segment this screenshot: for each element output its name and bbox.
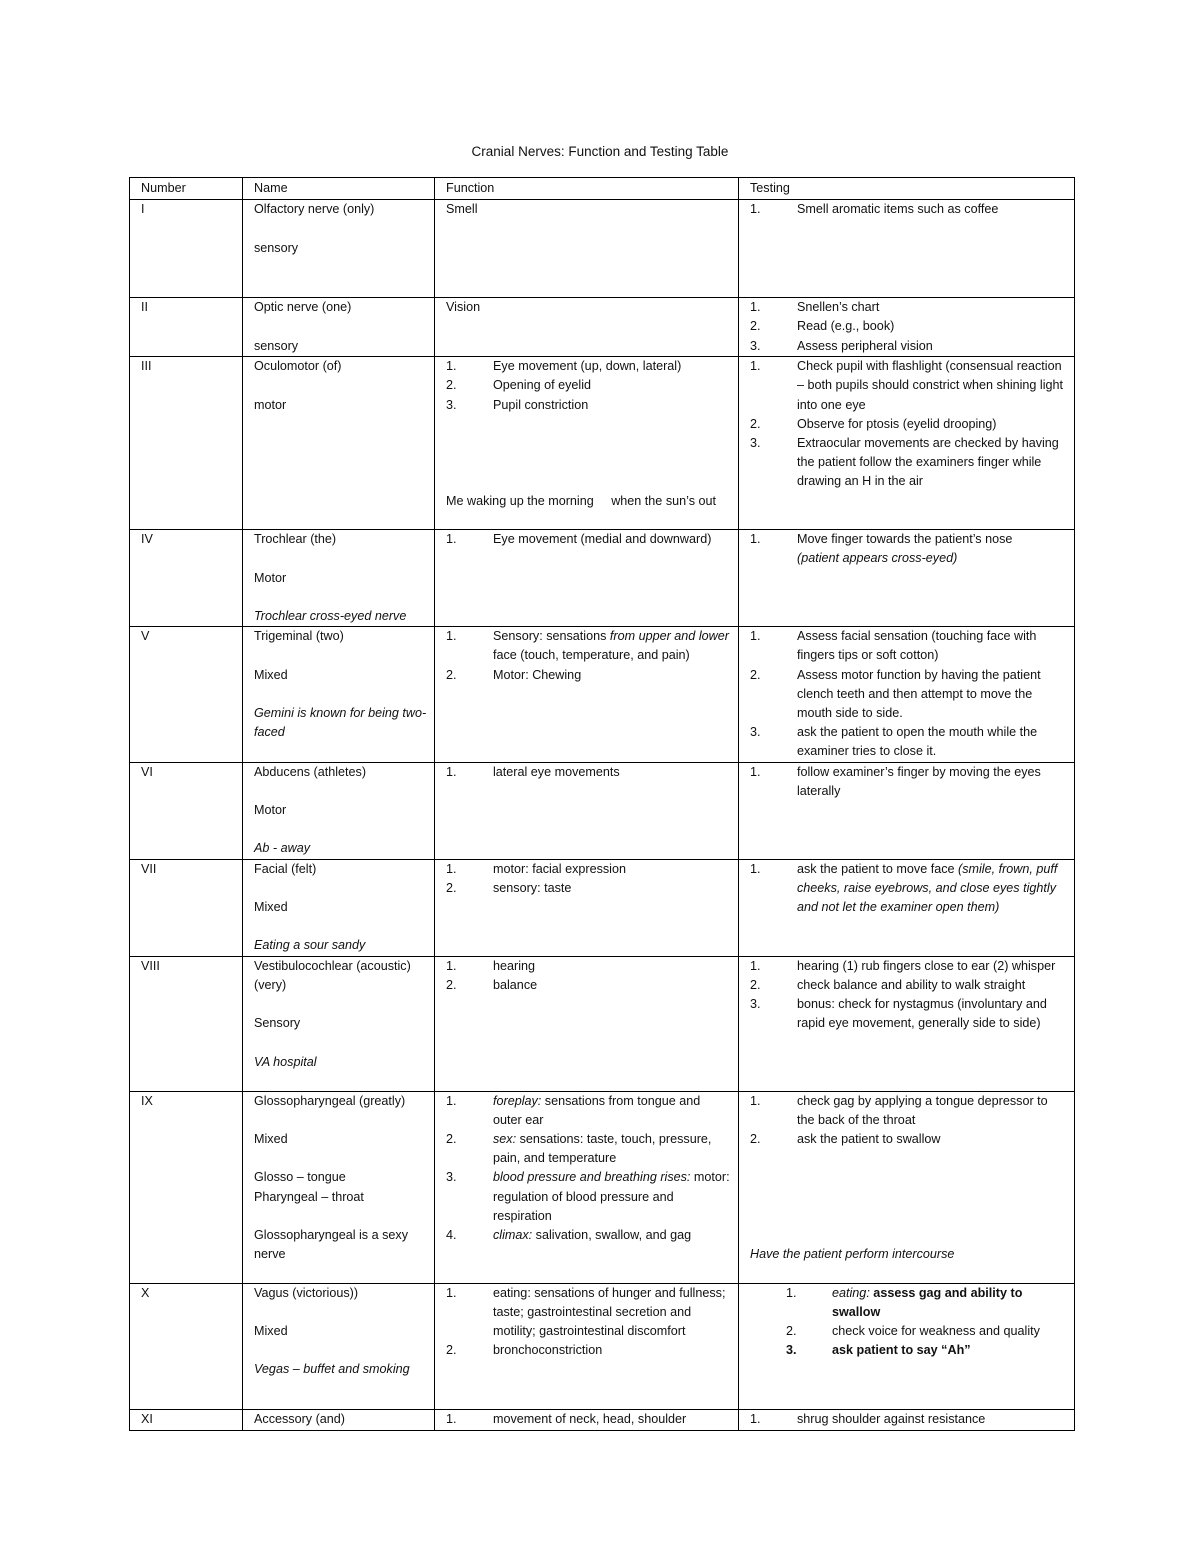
list-number: 2. xyxy=(786,1324,797,1339)
table-row xyxy=(130,530,1075,627)
list-item xyxy=(750,337,1068,356)
testing-list xyxy=(750,1410,1068,1429)
testing-note: Have the patient perform intercourse xyxy=(750,1247,955,1262)
list-number: 1. xyxy=(750,958,761,973)
nerve-function xyxy=(435,627,739,762)
list-item xyxy=(750,1284,1068,1322)
nerve-number: XI xyxy=(130,1409,243,1430)
nerve-testing xyxy=(739,762,1075,859)
list-item xyxy=(446,957,732,976)
testing-list xyxy=(750,357,1068,491)
page-title: Cranial Nerves: Function and Testing Table xyxy=(471,144,729,159)
nerve-number: III xyxy=(130,357,243,530)
nerve-number: VII xyxy=(130,859,243,956)
mnemonic-note: Me waking up the morning when the sun’s out xyxy=(446,493,716,508)
nerve-testing xyxy=(739,530,1075,627)
nerve-name xyxy=(243,1409,435,1430)
list-item-text: Smell aromatic items such as coffee xyxy=(797,202,999,217)
nerve-number: VIII xyxy=(130,956,243,1091)
list-number: 2. xyxy=(446,378,457,393)
spacer xyxy=(446,434,732,453)
function-text: Vision xyxy=(446,300,481,315)
nerve-type-line xyxy=(254,995,428,1014)
column-header-testing: Testing xyxy=(739,178,1075,200)
nerve-type-line: Glosso – tongue xyxy=(254,1170,346,1185)
nerve-name xyxy=(243,956,435,1091)
nerve-name-line: Abducens (athletes) xyxy=(254,764,367,779)
list-number: 1. xyxy=(750,861,761,876)
function-list xyxy=(446,357,732,415)
nerve-type-line: Pharyngeal – throat xyxy=(254,1189,364,1204)
list-item-text: Check pupil with flashlight (consensual reaction – both pupils should constrict when shining light into one eye xyxy=(797,359,1064,412)
list-item xyxy=(750,1092,1068,1130)
list-item-text: face (touch, temperature, and pain) xyxy=(493,648,690,663)
function-text: Smell xyxy=(446,202,478,217)
nerve-testing xyxy=(739,357,1075,530)
list-item-text: Observe for ptosis (eyelid drooping) xyxy=(797,416,997,431)
testing-note: (patient appears cross-eyed) xyxy=(797,551,958,566)
list-item xyxy=(446,1168,732,1226)
list-number: 1. xyxy=(786,1285,797,1300)
nerve-type-line xyxy=(254,317,428,336)
list-number: 1. xyxy=(446,532,457,547)
nerve-type-line: Mixed xyxy=(254,900,288,915)
function-list xyxy=(446,1092,732,1246)
table-row xyxy=(130,1283,1075,1409)
nerve-name xyxy=(243,1283,435,1409)
nerve-number: IV xyxy=(130,530,243,627)
list-item-text: Motor: Chewing xyxy=(493,667,582,682)
testing-list xyxy=(750,200,1068,219)
testing-list xyxy=(750,860,1068,918)
nerve-function xyxy=(435,200,739,298)
list-number: 2. xyxy=(750,667,761,682)
function-list xyxy=(446,1410,732,1429)
nerve-name xyxy=(243,627,435,762)
nerve-testing xyxy=(739,859,1075,956)
list-number: 2. xyxy=(446,667,457,682)
column-header-number: Number xyxy=(130,178,243,200)
nerve-function xyxy=(435,1091,739,1283)
nerve-function xyxy=(435,298,739,357)
list-item xyxy=(750,957,1068,976)
list-number: 1. xyxy=(446,1285,457,1300)
mnemonic-note: VA hospital xyxy=(254,1054,317,1069)
nerve-type-line xyxy=(254,1033,428,1052)
mnemonic-note: Trochlear cross-eyed nerve xyxy=(254,608,407,623)
list-item xyxy=(446,1226,732,1245)
list-item-text: Sensory: sensations xyxy=(493,629,610,644)
nerve-type-line: Mixed xyxy=(254,1132,288,1147)
list-item-text: follow examiner’s finger by moving the eyes laterally xyxy=(797,764,1041,798)
list-number: 2. xyxy=(750,977,761,992)
list-number: 1. xyxy=(446,359,457,374)
list-item-text: movement of neck, head, shoulder xyxy=(493,1411,687,1426)
list-number: 1. xyxy=(750,300,761,315)
list-number: 2. xyxy=(750,319,761,334)
list-item xyxy=(750,1341,1068,1360)
nerve-name xyxy=(243,357,435,530)
spacer xyxy=(750,1149,1068,1168)
list-number: 2. xyxy=(446,977,457,992)
function-list xyxy=(446,763,732,782)
nerve-name-line: Trigeminal (two) xyxy=(254,629,344,644)
spacer xyxy=(446,472,732,491)
list-number: 1. xyxy=(446,861,457,876)
list-item-text: ask the patient to open the mouth while the examiner tries to close it. xyxy=(797,725,1038,759)
list-item xyxy=(750,434,1068,492)
nerve-name-line: Optic nerve (one) xyxy=(254,300,352,315)
nerve-function xyxy=(435,859,739,956)
list-item-text: ask the patient to swallow xyxy=(797,1132,941,1147)
nerve-type-line: motor xyxy=(254,397,287,412)
table-header-row xyxy=(130,178,1075,200)
list-item xyxy=(446,1130,732,1168)
spacer xyxy=(750,1226,1068,1245)
list-item xyxy=(446,860,732,879)
spacer xyxy=(446,453,732,472)
list-item xyxy=(446,1092,732,1130)
nerve-type-line xyxy=(254,820,428,839)
list-item-text: bronchoconstriction xyxy=(493,1343,603,1358)
list-item xyxy=(446,1341,732,1360)
spacer xyxy=(446,415,732,434)
nerve-type-line: Sensory xyxy=(254,1016,301,1031)
list-item xyxy=(750,357,1068,415)
mnemonic-note: Gemini is known for being two-faced xyxy=(254,705,427,740)
list-item-text: motor: regulation of blood pressure and respiration xyxy=(493,1170,730,1223)
list-number: 1. xyxy=(446,1411,457,1426)
mnemonic-note: Eating a sour sandy xyxy=(254,938,366,953)
nerve-number: I xyxy=(130,200,243,298)
list-item xyxy=(750,1130,1068,1149)
nerve-type-line xyxy=(254,376,428,395)
list-number: 2. xyxy=(446,880,457,895)
list-item-text: balance xyxy=(493,977,538,992)
list-number: 1. xyxy=(446,629,457,644)
nerve-type-line: Mixed xyxy=(254,667,288,682)
list-item xyxy=(750,666,1068,724)
list-number: 1. xyxy=(750,629,761,644)
nerve-name xyxy=(243,530,435,627)
list-item-italic-text: sex: xyxy=(493,1132,517,1147)
function-list xyxy=(446,530,732,549)
nerve-name xyxy=(243,298,435,357)
list-item xyxy=(750,298,1068,317)
table-row xyxy=(130,200,1075,298)
list-item xyxy=(750,317,1068,336)
list-item-text: hearing (1) rub fingers close to ear (2) whisper xyxy=(797,958,1056,973)
nerve-name xyxy=(243,762,435,859)
list-number: 3. xyxy=(750,725,761,740)
nerve-type-line xyxy=(254,646,428,665)
list-item-text: bonus: check for nystagmus (involuntary and rapid eye movement, generally side to side) xyxy=(797,997,1047,1031)
nerve-function xyxy=(435,1283,739,1409)
testing-list xyxy=(750,530,1068,549)
nerve-type-line: (very) xyxy=(254,977,287,992)
nerve-function xyxy=(435,357,739,530)
nerve-testing xyxy=(739,1091,1075,1283)
table-row xyxy=(130,859,1075,956)
nerve-function xyxy=(435,1409,739,1430)
nerve-name xyxy=(243,200,435,298)
nerve-name-line: Facial (felt) xyxy=(254,861,317,876)
list-number: 3. xyxy=(750,436,761,451)
nerve-type-line: sensory xyxy=(254,240,299,255)
nerve-name-line: Vagus (victorious)) xyxy=(254,1285,359,1300)
nerve-type-line xyxy=(254,588,428,607)
list-number: 3. xyxy=(750,997,761,1012)
nerve-type-line xyxy=(254,1207,428,1226)
nerve-type-line xyxy=(254,1303,428,1322)
list-item xyxy=(750,860,1068,918)
nerve-testing xyxy=(739,1283,1075,1409)
nerve-name-line: Olfactory nerve (only) xyxy=(254,202,375,217)
list-item-text: check balance and ability to walk straight xyxy=(797,977,1026,992)
nerve-number: V xyxy=(130,627,243,762)
list-item xyxy=(750,530,1068,549)
list-item-text: shrug shoulder against resistance xyxy=(797,1411,986,1426)
list-number: 1. xyxy=(446,764,457,779)
list-item xyxy=(446,1410,732,1429)
list-item-text: Assess facial sensation (touching face with fingers tips or soft cotton) xyxy=(797,629,1037,663)
list-number: 2. xyxy=(750,1132,761,1147)
nerve-type-line xyxy=(254,549,428,568)
list-number: 3. xyxy=(750,338,761,353)
testing-list xyxy=(750,763,1068,801)
nerve-name-line: Oculomotor (of) xyxy=(254,359,342,374)
nerve-number: VI xyxy=(130,762,243,859)
table-row xyxy=(130,956,1075,1091)
list-number: 1. xyxy=(750,764,761,779)
nerve-function xyxy=(435,956,739,1091)
function-list xyxy=(446,627,732,685)
nerve-type-line xyxy=(254,1341,428,1360)
spacer xyxy=(750,1168,1068,1187)
list-item-text: eating: sensations of hunger and fullness; taste; gastrointestinal secretion and motility; gastrointestinal discomfort xyxy=(493,1285,726,1339)
nerve-type-line: Motor xyxy=(254,570,287,585)
list-item-text: salivation, swallow, and gag xyxy=(532,1228,692,1243)
list-item-text: ask the patient to move face xyxy=(797,861,959,876)
cranial-nerves-table xyxy=(129,177,1075,1431)
list-number: 1. xyxy=(446,1093,457,1108)
nerve-type-line xyxy=(254,782,428,801)
spacer xyxy=(750,1207,1068,1226)
list-item-text: sensations from tongue and outer ear xyxy=(493,1093,701,1127)
list-item xyxy=(446,357,732,376)
nerve-number: IX xyxy=(130,1091,243,1283)
nerve-name-line: Vestibulocochlear (acoustic) xyxy=(254,958,411,973)
list-number: 2. xyxy=(446,1343,457,1358)
mnemonic-note: Vegas – buffet and smoking xyxy=(254,1362,410,1377)
list-number: 3. xyxy=(446,397,457,412)
list-number: 1. xyxy=(750,1411,761,1426)
nerve-name-line: Glossopharyngeal (greatly) xyxy=(254,1093,406,1108)
testing-list xyxy=(750,1284,1068,1361)
list-item-italic-text: eating: xyxy=(832,1285,870,1300)
nerve-name xyxy=(243,859,435,956)
column-header-name: Name xyxy=(243,178,435,200)
nerve-testing xyxy=(739,627,1075,762)
list-item-text: Pupil constriction xyxy=(493,397,589,412)
nerve-function xyxy=(435,762,739,859)
table-row xyxy=(130,627,1075,762)
list-number: 1. xyxy=(446,958,457,973)
list-item xyxy=(750,1410,1068,1429)
nerve-type-line xyxy=(254,1111,428,1130)
list-item xyxy=(446,879,732,898)
list-item-text: Snellen’s chart xyxy=(797,300,880,315)
nerve-function xyxy=(435,530,739,627)
nerve-type-line xyxy=(254,685,428,704)
nerve-type-line: Motor xyxy=(254,803,287,818)
list-item-text: Extraocular movements are checked by having the patient follow the examiners finger while drawing an H in the air xyxy=(797,436,1059,489)
list-item-bold-text: ask patient to say “Ah” xyxy=(832,1343,971,1358)
nerve-type-line: Mixed xyxy=(254,1324,288,1339)
nerve-testing xyxy=(739,200,1075,298)
nerve-type-line: Glossopharyngeal is a sexy nerve xyxy=(254,1228,412,1262)
testing-list xyxy=(750,1092,1068,1150)
nerve-testing xyxy=(739,1409,1075,1430)
list-item-italic-text: (smile, frown, puff cheeks, raise eyebrows, and close eyes tightly and not let the examiner open them) xyxy=(797,861,1058,915)
list-item xyxy=(446,376,732,395)
table-row xyxy=(130,762,1075,859)
nerve-name-line: Accessory (and) xyxy=(254,1411,345,1426)
spacer xyxy=(750,1188,1068,1207)
list-item xyxy=(750,723,1068,761)
list-item xyxy=(446,1284,732,1342)
nerve-testing xyxy=(739,956,1075,1091)
list-item-text: sensory: taste xyxy=(493,880,572,895)
nerve-type-line xyxy=(254,1149,428,1168)
list-item xyxy=(750,200,1068,219)
list-item-text: check gag by applying a tongue depressor to the back of the throat xyxy=(797,1093,1048,1127)
nerve-testing xyxy=(739,298,1075,357)
list-item xyxy=(446,396,732,415)
list-item-text: sensations: taste, touch, pressure, pain, and temperature xyxy=(493,1132,712,1166)
list-item-italic-text: foreplay: xyxy=(493,1093,542,1108)
list-item-italic-text: climax: xyxy=(493,1228,533,1243)
list-item xyxy=(750,976,1068,995)
table-row xyxy=(130,298,1075,357)
table-row xyxy=(130,1409,1075,1430)
list-number: 2. xyxy=(750,416,761,431)
nerve-type-line xyxy=(254,219,428,238)
list-item-text: motor: facial expression xyxy=(493,861,626,876)
list-item-italic-text: from upper and lower xyxy=(609,629,729,644)
nerve-type-line: sensory xyxy=(254,338,299,353)
mnemonic-note: Ab - away xyxy=(254,841,310,856)
list-number: 3. xyxy=(446,1170,457,1185)
list-number: 4. xyxy=(446,1228,457,1243)
list-item-text: check voice for weakness and quality xyxy=(832,1324,1040,1339)
list-item-text: Assess motor function by having the patient clench teeth and then attempt to move the mouth side to side. xyxy=(797,667,1041,721)
list-item xyxy=(446,976,732,995)
list-item-text: Opening of eyelid xyxy=(493,378,592,393)
nerve-name-line: Trochlear (the) xyxy=(254,532,337,547)
nerve-type-line xyxy=(254,917,428,936)
table-row xyxy=(130,357,1075,530)
list-number: 1. xyxy=(750,202,761,217)
list-item xyxy=(750,1322,1068,1341)
list-item-text: Eye movement (up, down, lateral) xyxy=(493,359,682,374)
list-item xyxy=(750,763,1068,801)
list-number: 1. xyxy=(750,532,761,547)
list-item xyxy=(750,627,1068,665)
list-number: 2. xyxy=(446,1132,457,1147)
function-list xyxy=(446,860,732,898)
column-header-function: Function xyxy=(435,178,739,200)
list-item xyxy=(750,995,1068,1033)
list-item-text: Eye movement (medial and downward) xyxy=(493,532,712,547)
nerve-number: X xyxy=(130,1283,243,1409)
list-item-bold-text: assess gag and ability to swallow xyxy=(832,1285,1023,1319)
list-item-text: Read (e.g., book) xyxy=(797,319,895,334)
testing-list xyxy=(750,298,1068,356)
list-number: 3. xyxy=(786,1343,797,1358)
list-item-italic-text: blood pressure and breathing rises: xyxy=(493,1170,691,1185)
testing-list xyxy=(750,957,1068,1034)
list-number: 1. xyxy=(750,359,761,374)
list-item-text: Move finger towards the patient’s nose xyxy=(797,532,1013,547)
nerve-number: II xyxy=(130,298,243,357)
nerve-type-line xyxy=(254,879,428,898)
list-item xyxy=(446,627,732,665)
list-item xyxy=(446,666,732,685)
list-item-text: lateral eye movements xyxy=(493,764,620,779)
nerve-name xyxy=(243,1091,435,1283)
function-list xyxy=(446,957,732,995)
list-item xyxy=(446,530,732,549)
list-item xyxy=(446,763,732,782)
list-number: 1. xyxy=(750,1093,761,1108)
testing-list xyxy=(750,627,1068,761)
table-row xyxy=(130,1091,1075,1283)
list-item xyxy=(750,415,1068,434)
function-list xyxy=(446,1284,732,1361)
list-item-text: Assess peripheral vision xyxy=(797,338,933,353)
list-item-text: hearing xyxy=(493,958,536,973)
